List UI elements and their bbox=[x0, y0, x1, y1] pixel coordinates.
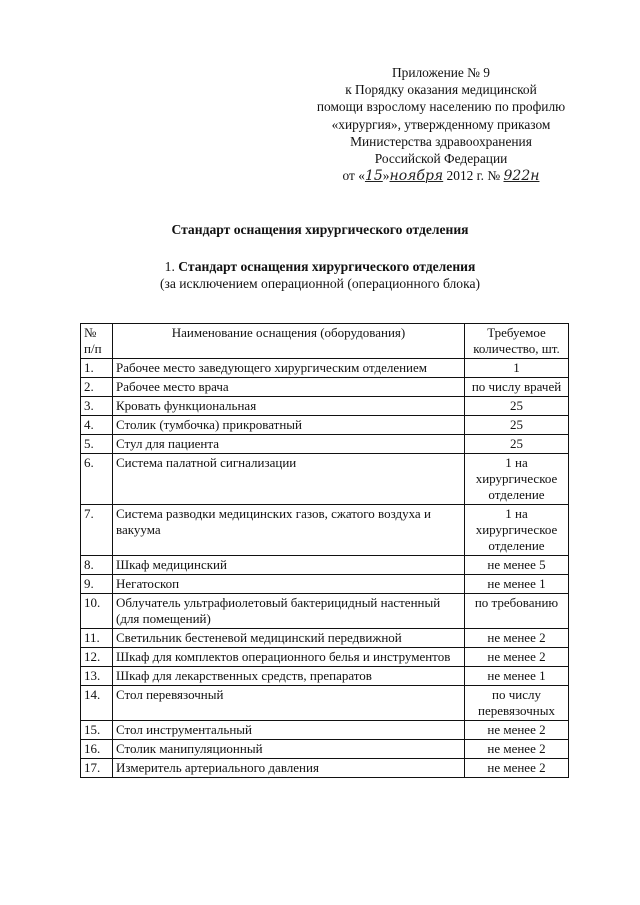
header-line: Российской Федерации bbox=[374, 151, 508, 167]
table-row bbox=[81, 378, 569, 397]
table-row bbox=[81, 759, 569, 778]
section-subtitle: (за исключением операционной (операционного блока) bbox=[159, 276, 481, 291]
table-row bbox=[81, 556, 569, 575]
document-title: Стандарт оснащения хирургического отделения bbox=[171, 222, 469, 237]
cell-num: 16. bbox=[81, 740, 113, 759]
handwritten-month: ноября bbox=[389, 168, 444, 185]
cell-num: 17. bbox=[81, 759, 113, 778]
date-mid: » bbox=[382, 168, 390, 184]
table-body bbox=[81, 359, 569, 778]
cell-qty: не менее 2 bbox=[465, 648, 569, 667]
cell-name: Стол перевязочный bbox=[113, 686, 465, 721]
header-qty: Требуемое количество, шт. bbox=[465, 324, 569, 359]
cell-name: Облучатель ультрафиолетовый бактерицидный настенный (для помещений) bbox=[113, 594, 465, 629]
table-row bbox=[81, 721, 569, 740]
cell-num: 9. bbox=[81, 575, 113, 594]
table-row bbox=[81, 740, 569, 759]
cell-name: Шкаф медицинский bbox=[113, 556, 465, 575]
handwritten-order-number: 922н bbox=[503, 168, 540, 185]
table-row bbox=[81, 416, 569, 435]
header-num: № п/п bbox=[81, 324, 113, 359]
table-row bbox=[81, 667, 569, 686]
cell-name: Светильник бестеневой медицинский передвижной bbox=[113, 629, 465, 648]
header-line: Министерства здравоохранения bbox=[350, 133, 532, 149]
section-number: 1. bbox=[164, 259, 175, 274]
cell-qty: по числу перевязочных bbox=[465, 686, 569, 721]
cell-qty: 1 на хирургическое отделение bbox=[465, 505, 569, 556]
cell-num: 3. bbox=[81, 397, 113, 416]
header-line: помощи взрослому населению по профилю bbox=[316, 99, 566, 115]
date-year: 2012 г. № bbox=[446, 168, 501, 184]
cell-name: Рабочее место заведующего хирургическим отделением bbox=[113, 359, 465, 378]
table-row bbox=[81, 575, 569, 594]
cell-qty: не менее 2 bbox=[465, 721, 569, 740]
table-row bbox=[81, 629, 569, 648]
cell-qty: 25 bbox=[465, 435, 569, 454]
cell-num: 1. bbox=[81, 359, 113, 378]
cell-num: 7. bbox=[81, 505, 113, 556]
cell-qty: по требованию bbox=[465, 594, 569, 629]
cell-qty: не менее 2 bbox=[465, 759, 569, 778]
cell-name: Система палатной сигнализации bbox=[113, 454, 465, 505]
appendix-header bbox=[296, 64, 586, 185]
header-name: Наименование оснащения (оборудования) bbox=[113, 324, 465, 359]
cell-name: Столик (тумбочка) прикроватный bbox=[113, 416, 465, 435]
cell-num: 13. bbox=[81, 667, 113, 686]
section-title: Стандарт оснащения хирургического отделения bbox=[178, 259, 476, 274]
table-row bbox=[81, 594, 569, 629]
cell-num: 4. bbox=[81, 416, 113, 435]
cell-name: Система разводки медицинских газов, сжатого воздуха и вакуума bbox=[113, 505, 465, 556]
cell-num: 14. bbox=[81, 686, 113, 721]
cell-num: 12. bbox=[81, 648, 113, 667]
cell-qty: не менее 2 bbox=[465, 629, 569, 648]
cell-name: Негатоскоп bbox=[113, 575, 465, 594]
handwritten-day: 15 bbox=[364, 168, 383, 185]
table-row bbox=[81, 505, 569, 556]
cell-name: Стол инструментальный bbox=[113, 721, 465, 740]
cell-name: Измеритель артериального давления bbox=[113, 759, 465, 778]
cell-num: 8. bbox=[81, 556, 113, 575]
table-row bbox=[81, 397, 569, 416]
table-header-row bbox=[81, 324, 569, 359]
cell-num: 11. bbox=[81, 629, 113, 648]
order-date-line bbox=[296, 167, 586, 185]
header-line: Приложение № 9 bbox=[391, 65, 491, 80]
section-heading bbox=[0, 258, 640, 292]
cell-qty: не менее 5 bbox=[465, 556, 569, 575]
cell-name: Стул для пациента bbox=[113, 435, 465, 454]
cell-num: 5. bbox=[81, 435, 113, 454]
table-row bbox=[81, 686, 569, 721]
cell-name: Рабочее место врача bbox=[113, 378, 465, 397]
cell-name: Шкаф для лекарственных средств, препаратов bbox=[113, 667, 465, 686]
cell-name: Кровать функциональная bbox=[113, 397, 465, 416]
cell-qty: 1 bbox=[465, 359, 569, 378]
header-line: «хирургия», утвержденному приказом bbox=[331, 116, 551, 132]
cell-num: 2. bbox=[81, 378, 113, 397]
cell-name: Столик манипуляционный bbox=[113, 740, 465, 759]
cell-name: Шкаф для комплектов операционного белья и инструментов bbox=[113, 648, 465, 667]
cell-qty: не менее 1 bbox=[465, 575, 569, 594]
cell-num: 15. bbox=[81, 721, 113, 740]
cell-qty: по числу врачей bbox=[465, 378, 569, 397]
table-row bbox=[81, 454, 569, 505]
cell-qty: не менее 1 bbox=[465, 667, 569, 686]
header-line: к Порядку оказания медицинской bbox=[345, 82, 537, 98]
cell-qty: 1 на хирургическое отделение bbox=[465, 454, 569, 505]
cell-qty: 25 bbox=[465, 397, 569, 416]
table-row bbox=[81, 648, 569, 667]
cell-num: 10. bbox=[81, 594, 113, 629]
cell-qty: 25 bbox=[465, 416, 569, 435]
cell-qty: не менее 2 bbox=[465, 740, 569, 759]
equipment-table bbox=[80, 323, 569, 778]
table-row bbox=[81, 435, 569, 454]
cell-num: 6. bbox=[81, 454, 113, 505]
table-row bbox=[81, 359, 569, 378]
date-prefix: от « bbox=[342, 168, 365, 184]
